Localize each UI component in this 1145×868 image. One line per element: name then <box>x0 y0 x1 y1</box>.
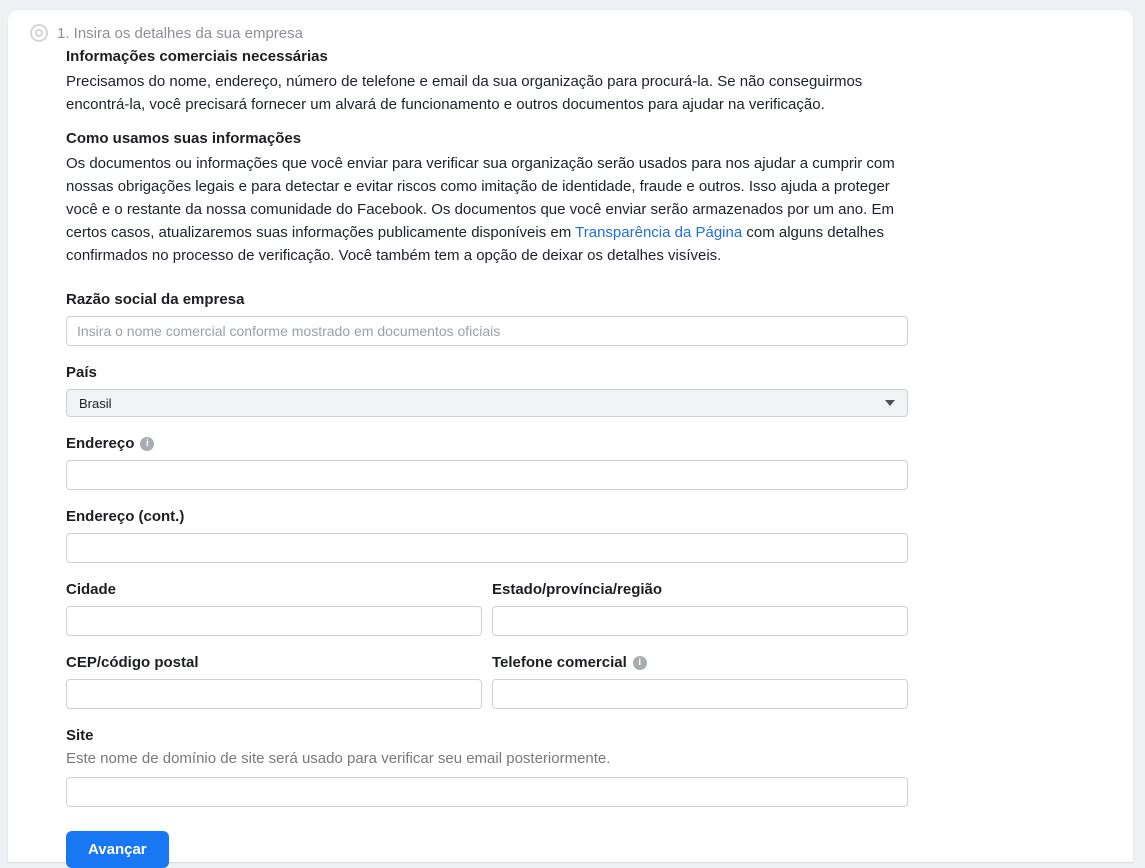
section-body <box>66 152 908 267</box>
section-heading: Como usamos suas informações <box>66 130 302 147</box>
business-phone-input[interactable] <box>492 679 908 709</box>
field-business-phone <box>492 654 908 709</box>
address-cont-input[interactable] <box>66 533 908 563</box>
field-address-cont <box>66 508 908 563</box>
postal-code-label: CEP/código postal <box>66 654 199 671</box>
address-input[interactable] <box>66 460 908 490</box>
field-state <box>492 581 908 636</box>
state-label: Estado/província/região <box>492 581 663 598</box>
body-text-after-link: com alguns detalhes confirmados no processo de verificação. Você também tem a opção de deixar os detalhes visíveis. <box>66 224 884 264</box>
caret-down-icon <box>885 400 895 406</box>
step-header <box>8 10 1133 42</box>
website-label: Site <box>66 727 94 744</box>
row-city-state <box>66 581 908 636</box>
city-input[interactable] <box>66 606 482 636</box>
next-button[interactable]: Avançar <box>66 831 169 868</box>
section-heading: Informações comerciais necessárias <box>66 48 328 65</box>
business-details-card <box>8 10 1133 863</box>
address-cont-label: Endereço (cont.) <box>66 508 185 525</box>
business-name-label: Razão social da empresa <box>66 291 245 308</box>
country-selected-value: Brasil <box>79 395 112 411</box>
row-postal-phone <box>66 654 908 709</box>
country-label: País <box>66 364 97 381</box>
country-select[interactable] <box>66 389 908 417</box>
field-postal-code <box>66 654 482 709</box>
info-icon[interactable]: i <box>633 656 647 670</box>
section-how-we-use <box>66 130 908 267</box>
website-helper-text: Este nome de domínio de site será usado para verificar seu email posteriormente. <box>66 750 611 767</box>
website-input[interactable] <box>66 777 908 807</box>
address-label: Endereço <box>66 435 135 452</box>
form-fields <box>66 291 908 868</box>
step-title: 1. Insira os detalhes da sua empresa <box>57 24 303 42</box>
field-business-name <box>66 291 908 346</box>
form-content <box>66 48 908 868</box>
city-label: Cidade <box>66 581 117 598</box>
postal-code-input[interactable] <box>66 679 482 709</box>
field-country <box>66 364 908 417</box>
business-phone-label: Telefone comercial <box>492 654 627 671</box>
field-city <box>66 581 482 636</box>
section-required-info <box>66 48 908 116</box>
step-circle-icon <box>30 24 48 42</box>
state-input[interactable] <box>492 606 908 636</box>
section-body: Precisamos do nome, endereço, número de telefone e email da sua organização para procurá-la. Se não conseguirmos encontrá-la, você precisará fornecer um alvará de funcionamento e outros documentos para ajudar na verificação. <box>66 73 863 113</box>
body-text-before-link: Os documentos ou informações que você enviar para verificar sua organização serão usados para nos ajudar a cumprir com nossas obrigações legais e para detectar e evitar riscos como imitação de identidade, fraude e outros. Isso ajuda a proteger você e o restante da nossa comunidade do Facebook. Os documentos que você enviar serão armazenados por um ano. Em certos casos, atualizaremos suas informações publicamente disponíveis em <box>66 155 895 241</box>
field-website <box>66 727 908 807</box>
info-icon[interactable]: i <box>140 437 154 451</box>
business-name-input[interactable] <box>66 316 908 346</box>
page-transparency-link[interactable]: Transparência da Página <box>575 224 743 241</box>
field-address <box>66 435 908 490</box>
